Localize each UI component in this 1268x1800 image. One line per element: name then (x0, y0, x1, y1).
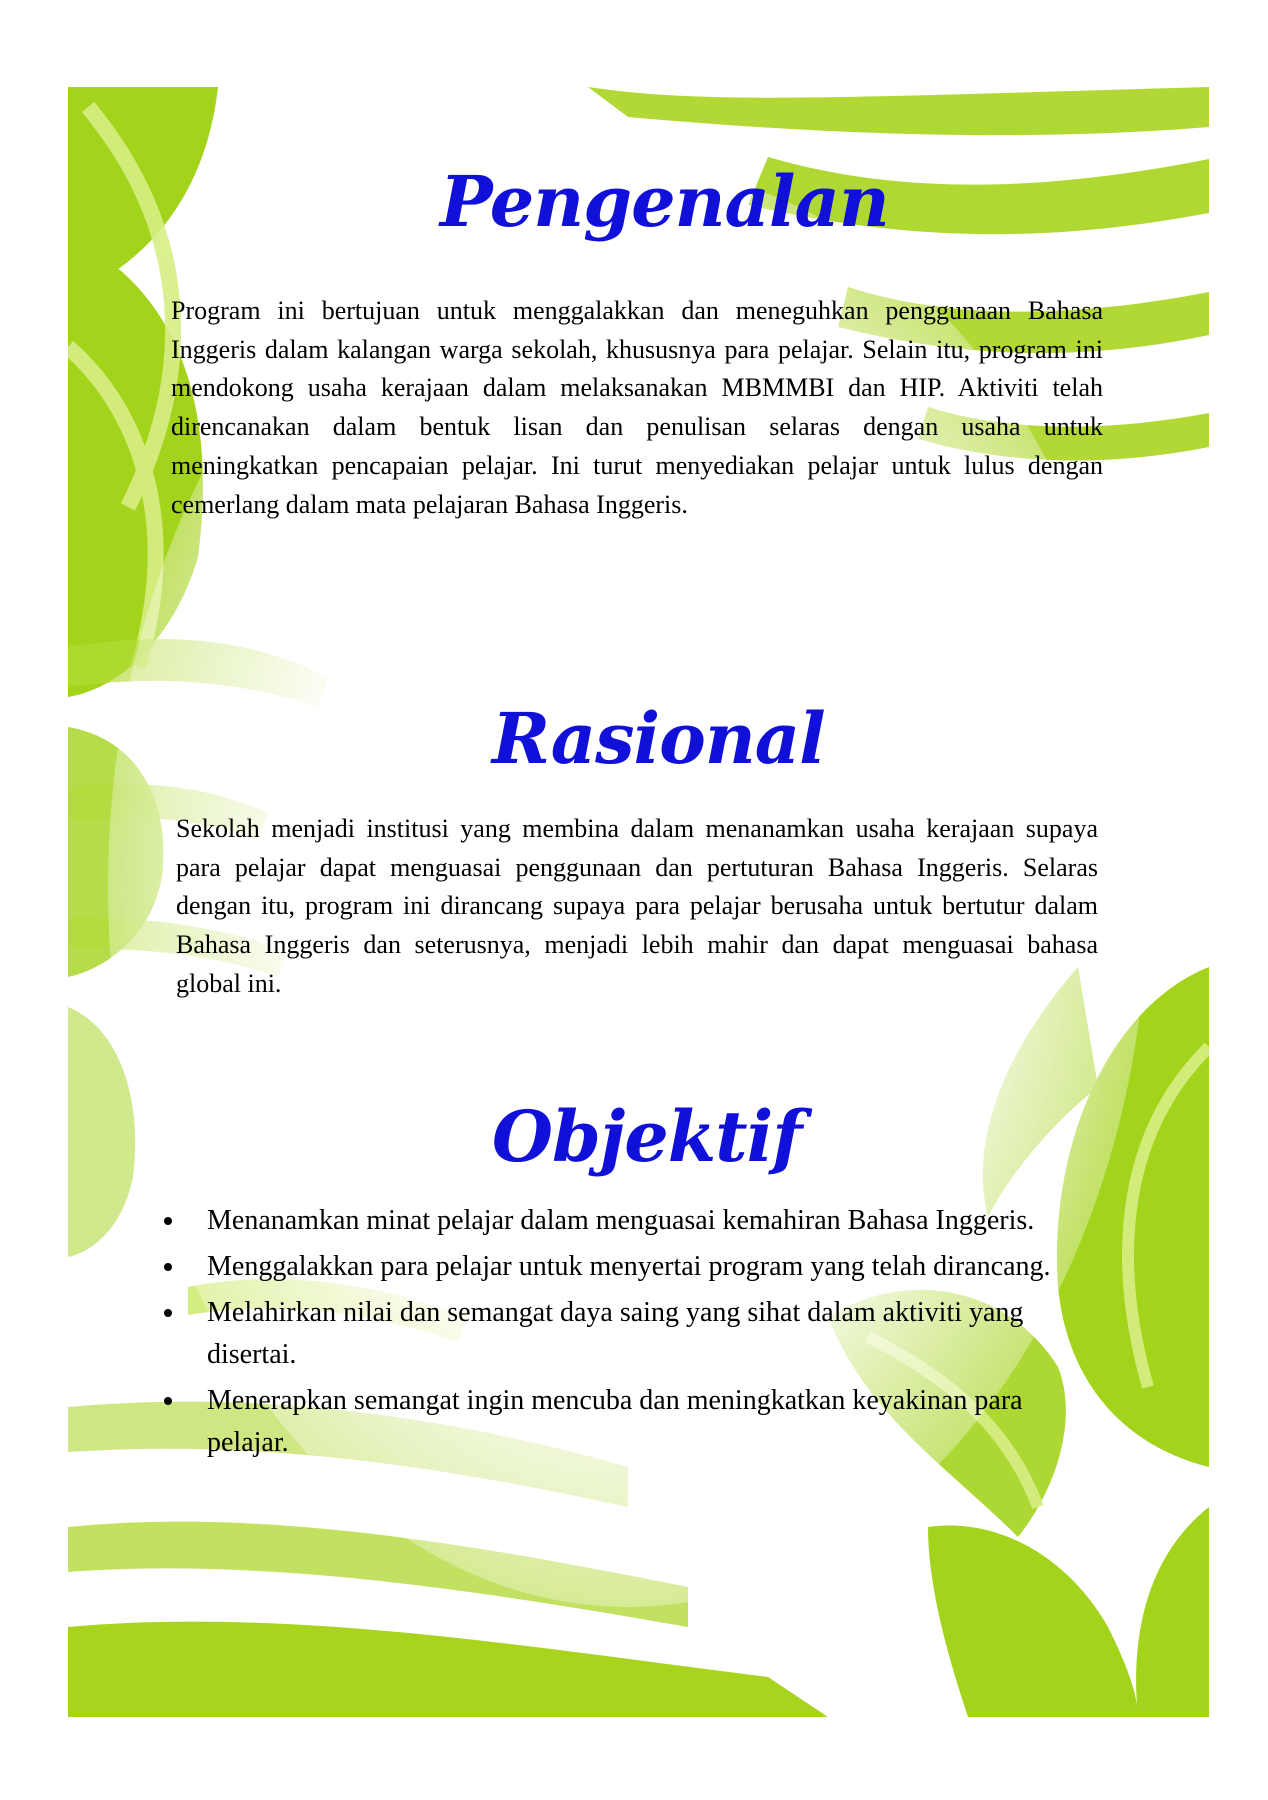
document-page (68, 87, 1209, 1717)
list-item (158, 1380, 1058, 1464)
objective-text: Menanamkan minat pelajar dalam menguasai kemahiran Bahasa Inggeris. (207, 1205, 1035, 1236)
heading-pengenalan: Pengenalan (440, 160, 889, 243)
list-item (158, 1246, 1058, 1288)
heading-objektif: Objektif (492, 1095, 802, 1178)
list-item (158, 1292, 1058, 1376)
heading-rasional: Rasional (492, 697, 825, 780)
bullet-icon (164, 1397, 172, 1405)
bullet-icon (164, 1263, 172, 1271)
objectives-list (158, 1200, 1058, 1468)
bullet-icon (164, 1309, 172, 1317)
objective-text: Menggalakkan para pelajar untuk menyertai program yang telah dirancang. (207, 1251, 1051, 1282)
list-item (158, 1200, 1058, 1242)
bullet-icon (164, 1217, 172, 1225)
paragraph-pengenalan: Program ini bertujuan untuk menggalakkan dan meneguhkan penggunaan Bahasa Inggeris dalam kalangan warga sekolah, khususnya para pelajar. Selain itu, program ini mendokong usaha kerajaan dalam melaksanakan MBMMBI dan HIP. Aktiviti telah direncanakan dalam bentuk lisan dan penulisan selaras dengan usaha untuk meningkatkan pencapaian pelajar. Ini turut menyediakan pelajar untuk lulus dengan cemerlang dalam mata pelajaran Bahasa Inggeris. (171, 296, 1103, 519)
paragraph-rasional: Sekolah menjadi institusi yang membina dalam menanamkan usaha kerajaan supaya para pelajar dapat menguasai penggunaan dan pertuturan Bahasa Inggeris. Selaras dengan itu, program ini dirancang supaya para pelajar berusaha untuk bertutur dalam Bahasa Inggeris dan seterusnya, menjadi lebih mahir dan dapat menguasai bahasa global ini. (176, 814, 1098, 998)
objective-text: Melahirkan nilai dan semangat daya saing yang sihat dalam aktiviti yang disertai. (207, 1297, 1024, 1370)
objective-text: Menerapkan semangat ingin mencuba dan meningkatkan keyakinan para pelajar. (207, 1385, 1023, 1458)
